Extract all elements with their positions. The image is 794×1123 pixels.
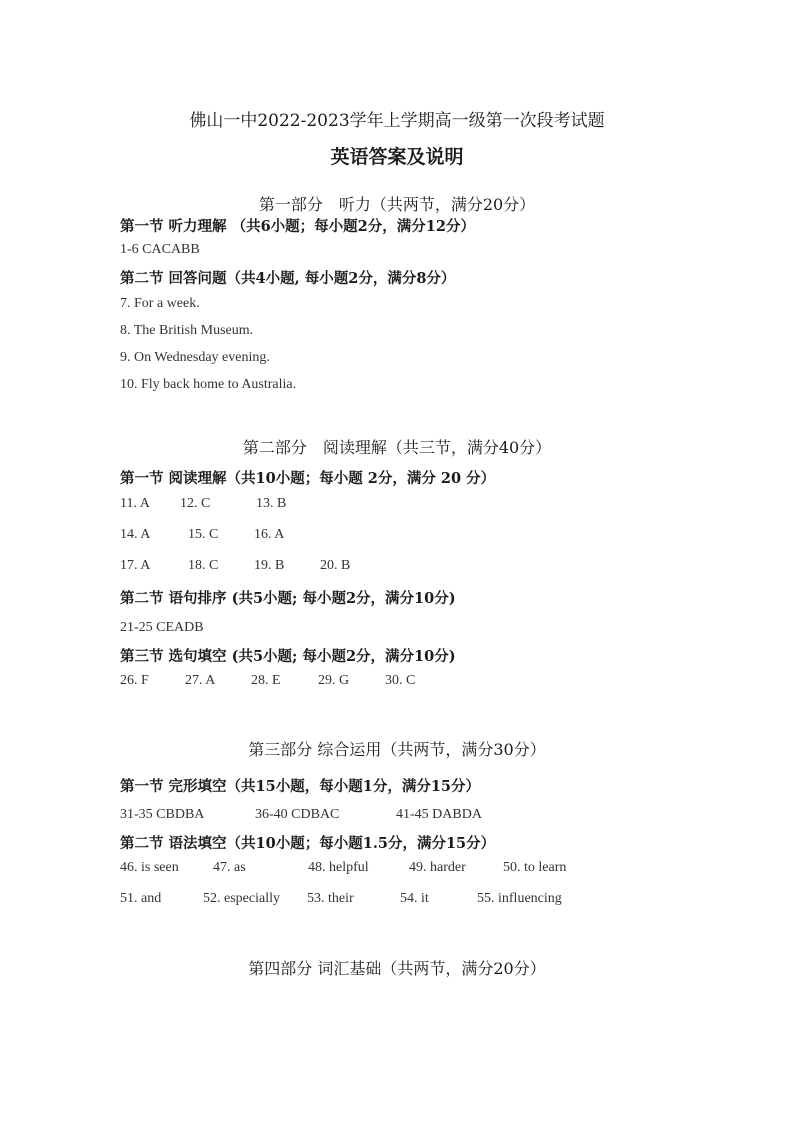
answer-item: 51. and (120, 891, 162, 906)
answer-item: 19. B (254, 558, 285, 573)
answer-item: 13. B (256, 496, 287, 511)
answer-item: 11. A (120, 496, 150, 511)
answer-item: 46. is seen (120, 860, 179, 875)
answer-item: 30. C (385, 673, 416, 688)
document-title: 佛山一中2022-2023学年上学期高一级第一次段考试题 (189, 111, 605, 131)
part3-section1-heading: 第一节 完形填空（共15小题，每小题1分，满分15分） (120, 778, 480, 795)
answer-line: 7. For a week. (120, 296, 200, 311)
answer-item: 55. influencing (477, 891, 562, 906)
answer-item: 28. E (251, 673, 281, 688)
answer-item: 41-45 DABDA (396, 807, 482, 822)
part1-section1-heading: 第一节 听力理解 （共6小题；每小题2分，满分12分） (120, 218, 475, 235)
answer-item: 54. it (400, 891, 429, 906)
document-subtitle: 英语答案及说明 (330, 146, 464, 168)
answer-item: 52. especially (203, 891, 280, 906)
part2-section2-heading: 第二节 语句排序 (共5小题; 每小题2分，满分10分) (120, 590, 456, 607)
answer-item: 20. B (320, 558, 351, 573)
part3-heading: 第三部分 综合运用（共两节，满分30分） (248, 740, 546, 759)
answer-item: 53. their (307, 891, 354, 906)
answer-line: 10. Fly back home to Australia. (120, 377, 297, 392)
answer-item: 31-35 CBDBA (120, 807, 205, 822)
part4-heading: 第四部分 词汇基础（共两节，满分20分） (248, 959, 546, 978)
answer-item: 50. to learn (503, 860, 567, 875)
answer-item: 14. A (120, 527, 151, 542)
answer-item: 18. C (188, 558, 219, 573)
answer-item: 27. A (185, 673, 216, 688)
answer-item: 49. harder (409, 860, 466, 875)
part1-section1-answers: 1-6 CACABB (120, 242, 200, 257)
part2-section1-heading: 第一节 阅读理解（共10小题；每小题 2分，满分 20 分） (120, 470, 496, 487)
answer-item: 26. F (120, 673, 149, 688)
answer-item: 12. C (180, 496, 211, 511)
part3-section2-heading: 第二节 语法填空（共10小题；每小题1.5分，满分15分） (120, 835, 496, 852)
part1-heading: 第一部分 听力（共两节，满分20分） (258, 195, 536, 214)
answer-item: 36-40 CDBAC (255, 807, 340, 822)
part1-section2-heading: 第二节 回答问题（共4小题, 每小题2分，满分8分） (120, 270, 456, 287)
answer-item: 16. A (254, 527, 285, 542)
answer-item: 29. G (318, 673, 350, 688)
answer-line: 9. On Wednesday evening. (120, 350, 270, 365)
answer-item: 15. C (188, 527, 219, 542)
answer-item: 47. as (213, 860, 246, 875)
part2-section3-heading: 第三节 选句填空 (共5小题; 每小题2分，满分10分) (120, 648, 456, 665)
part2-heading: 第二部分 阅读理解（共三节，满分40分） (242, 438, 552, 457)
answer-line: 8. The British Museum. (120, 323, 254, 338)
answer-item: 48. helpful (308, 860, 369, 875)
answer-item: 17. A (120, 558, 151, 573)
part2-section2-answers: 21-25 CEADB (120, 620, 204, 635)
